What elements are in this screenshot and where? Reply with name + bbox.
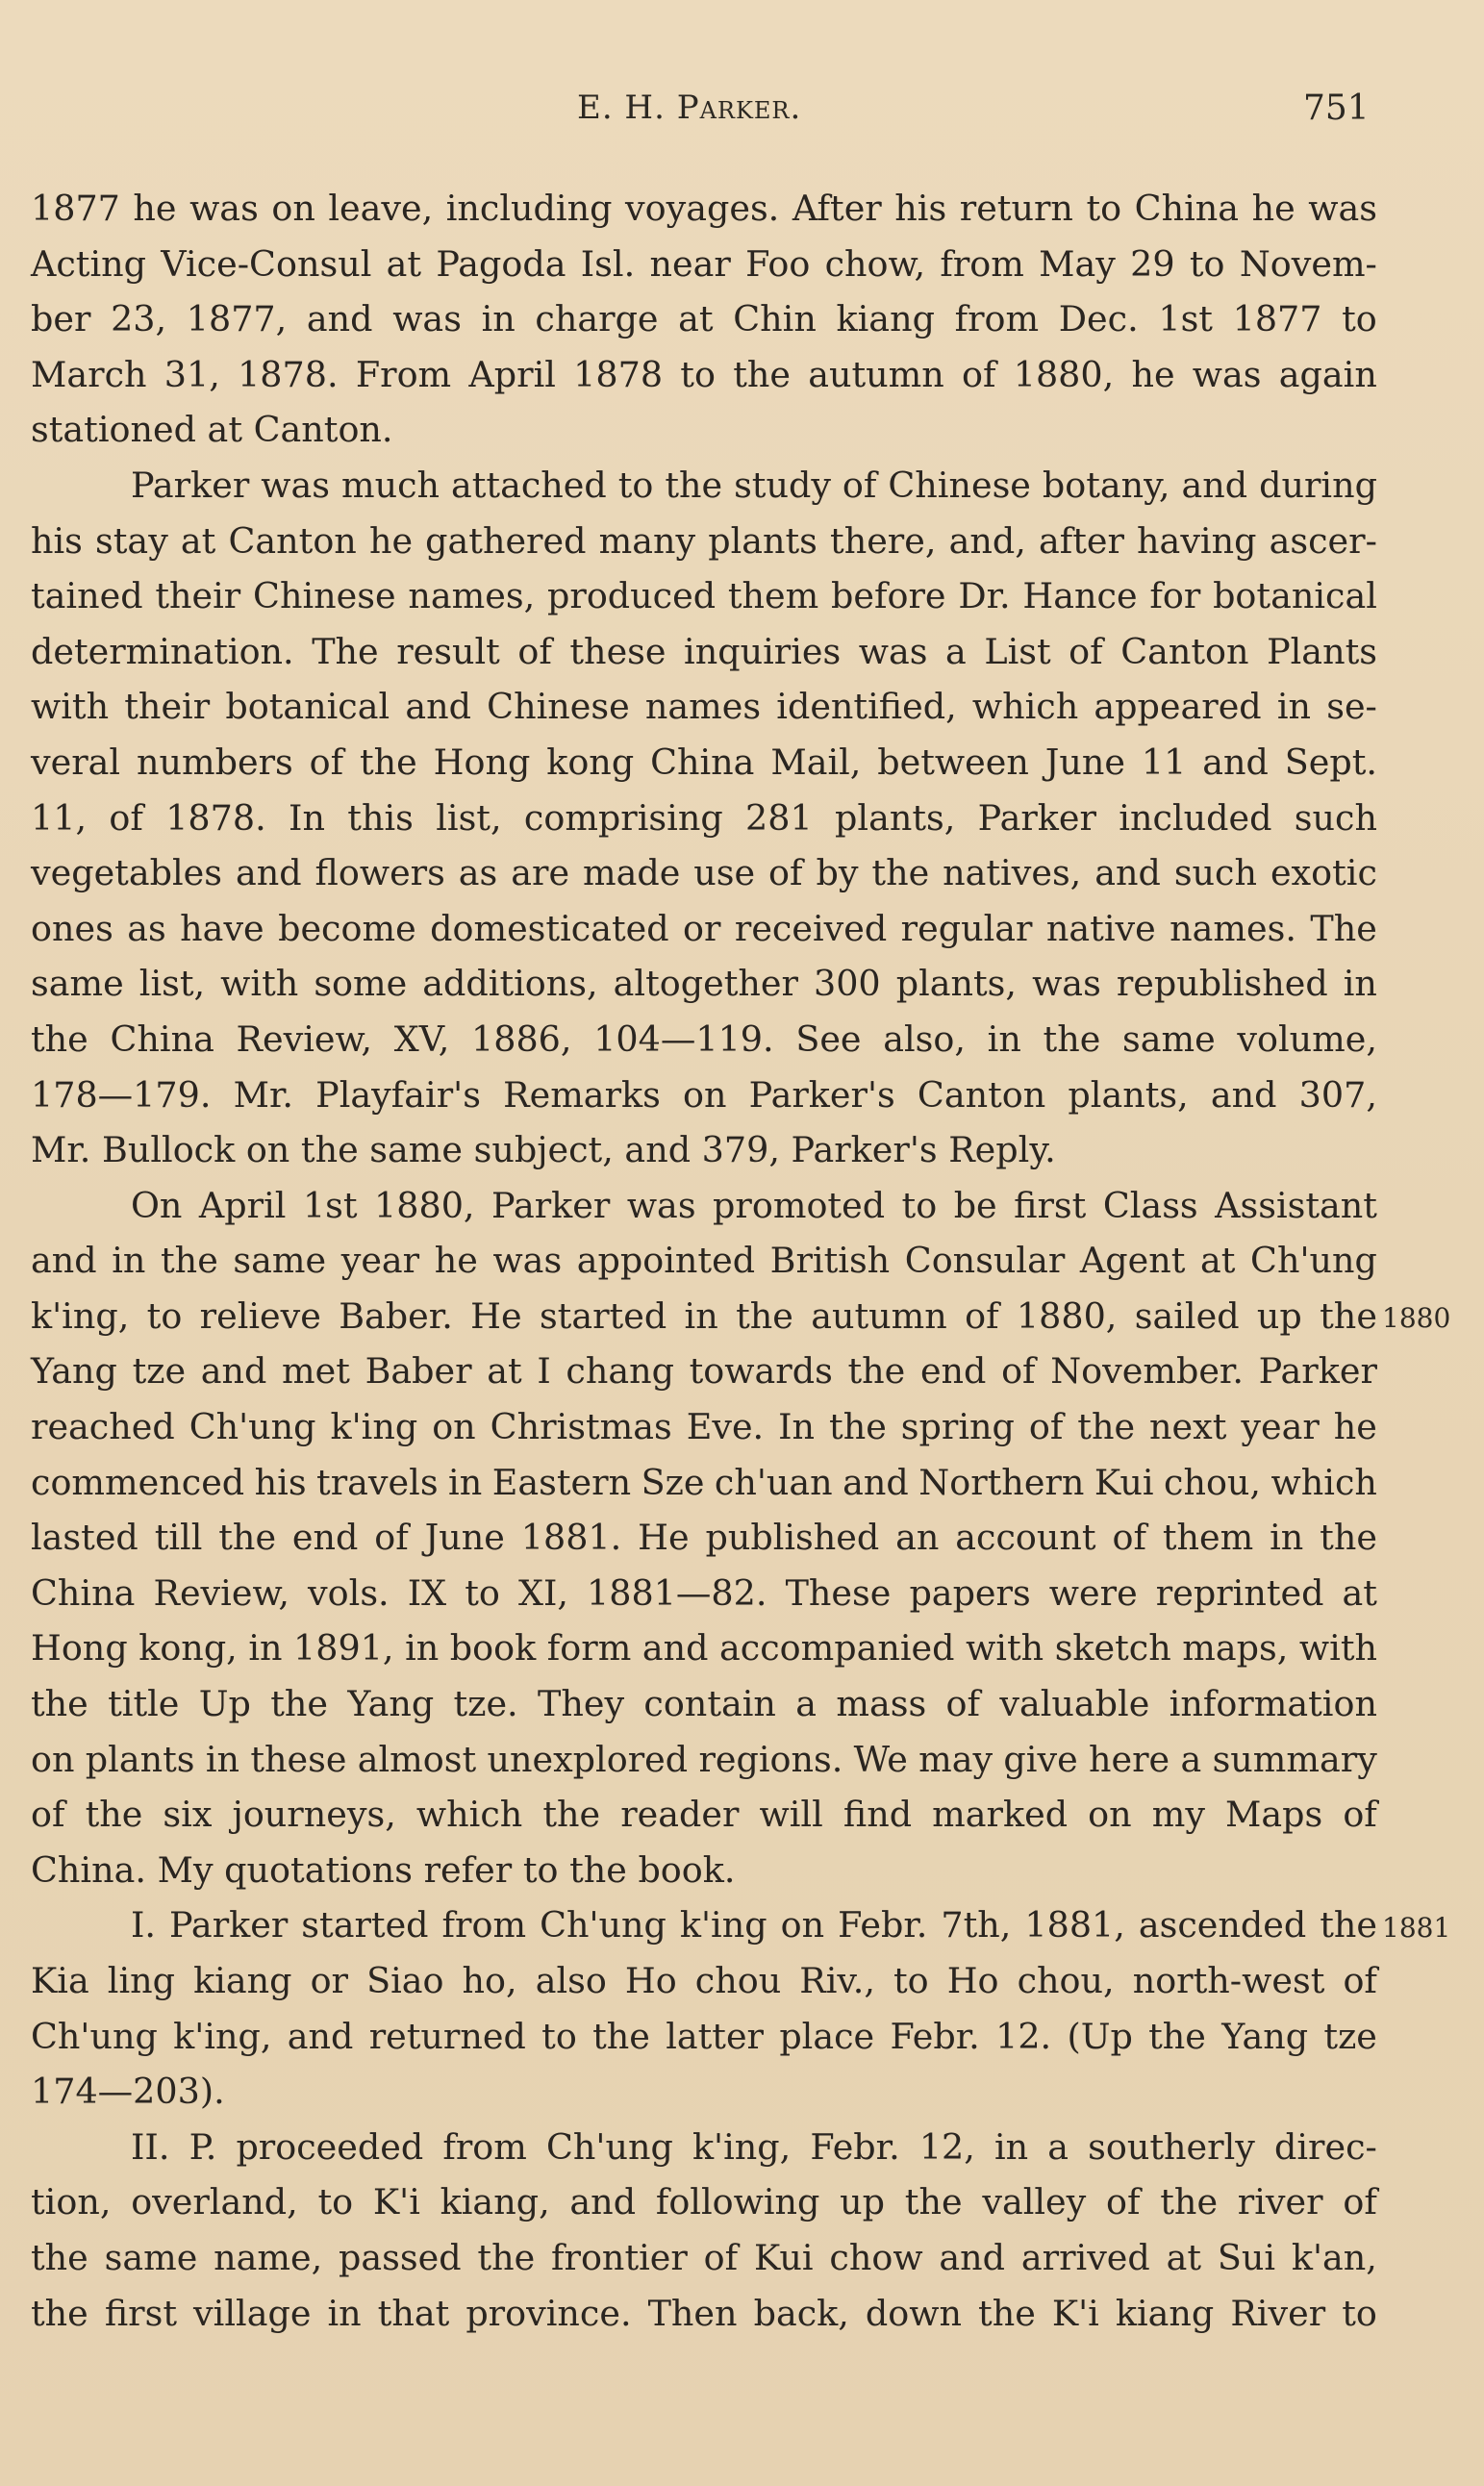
text-line: same list, with some additions, altogether 300 plants, was republished in xyxy=(31,963,1377,1005)
text-line: the China Review, XV, 1886, 104—119. See also, in the same volume, xyxy=(31,1017,1377,1060)
text-line: tion, overland, to K'i kiang, and following up the valley of the river of xyxy=(31,2181,1377,2223)
text-line: 11, of 1878. In this list, comprising 281 plants, Parker included such xyxy=(31,796,1377,839)
text-line: Yang tze and met Baber at I chang towards the end of November. Parker xyxy=(31,1350,1377,1393)
text-line: the title Up the Yang tze. They contain a mass of valuable information xyxy=(31,1683,1377,1725)
page-header xyxy=(0,88,1484,146)
text-line: Mr. Bullock on the same subject, and 379, Parker's Reply. xyxy=(31,1129,1056,1171)
text-line: 174—203). xyxy=(31,2071,225,2113)
text-line: China. My quotations refer to the book. xyxy=(31,1848,736,1891)
text-line: k'ing, to relieve Baber. He started in the autumn of 1880, sailed up the xyxy=(31,1294,1377,1337)
text-line: Hong kong, in 1891, in book form and accompanied with sketch maps, with xyxy=(31,1627,1377,1670)
text-line: Acting Vice-Consul at Pagoda Isl. near Foo chow, from May 29 to Novem- xyxy=(31,242,1377,285)
text-line: On April 1st 1880, Parker was promoted to be first Class Assistant xyxy=(131,1184,1377,1226)
margin-note-year: 1880 xyxy=(1382,1302,1451,1334)
text-line: I. Parker started from Ch'ung k'ing on Febr. 7th, 1881, ascended the xyxy=(131,1904,1377,1946)
margin-note-year: 1881 xyxy=(1382,1911,1451,1944)
text-line: vegetables and flowers as are made use of by the natives, and such exotic xyxy=(31,852,1377,894)
text-line: determination. The result of these inquiries was a List of Canton Plants xyxy=(31,630,1377,672)
text-line: stationed at Canton. xyxy=(31,409,393,451)
text-line: 178—179. Mr. Playfair's Remarks on Parker's Canton plants, and 307, xyxy=(31,1073,1377,1116)
text-line: China Review, vols. IX to XI, 1881—82. These papers were reprinted at xyxy=(31,1571,1377,1614)
text-line: lasted till the end of June 1881. He published an account of them in the xyxy=(31,1517,1377,1559)
text-line: commenced his travels in Eastern Sze ch'uan and Northern Kui chou, which xyxy=(31,1461,1377,1503)
running-head: E. H. Parker. xyxy=(577,88,802,127)
text-line: the first village in that province. Then back, down the K'i kiang River to xyxy=(31,2292,1377,2334)
text-line: ber 23, 1877, and was in charge at Chin kiang from Dec. 1st 1877 to xyxy=(31,298,1377,340)
text-line: veral numbers of the Hong kong China Mail, between June 11 and Sept. xyxy=(31,741,1377,783)
text-line: II. P. proceeded from Ch'ung k'ing, Febr. 12, in a southerly direc- xyxy=(131,2125,1377,2168)
text-line: his stay at Canton he gathered many plants there, and, after having ascer- xyxy=(31,519,1377,562)
text-line: ones as have become domesticated or received regular native names. The xyxy=(31,907,1377,949)
text-line: the same name, passed the frontier of Kui chow and arrived at Sui k'an, xyxy=(31,2236,1377,2278)
text-line: reached Ch'ung k'ing on Christmas Eve. In the spring of the next year he xyxy=(31,1406,1377,1448)
text-line: March 31, 1878. From April 1878 to the autumn of 1880, he was again xyxy=(31,353,1377,395)
body-text xyxy=(31,181,1377,2341)
text-line: Kia ling kiang or Siao ho, also Ho chou Riv., to Ho chou, north-west of xyxy=(31,1960,1377,2001)
text-line: on plants in these almost unexplored regions. We may give here a summary xyxy=(31,1738,1377,1780)
text-line: Ch'ung k'ing, and returned to the latter place Febr. 12. (Up the Yang tze xyxy=(31,2015,1377,2057)
text-line: 1877 he was on leave, including voyages. After his return to China he was xyxy=(31,188,1377,229)
text-line: with their botanical and Chinese names identified, which appeared in se- xyxy=(31,686,1377,728)
text-line: of the six journeys, which the reader will find marked on my Maps of xyxy=(31,1794,1377,1836)
text-line: Parker was much attached to the study of Chinese botany, and during xyxy=(131,464,1377,506)
text-line: tained their Chinese names, produced them before Dr. Hance for botanical xyxy=(31,575,1377,617)
text-line: and in the same year he was appointed British Consular Agent at Ch'ung xyxy=(31,1240,1377,1282)
page-number: 751 xyxy=(1303,88,1370,128)
